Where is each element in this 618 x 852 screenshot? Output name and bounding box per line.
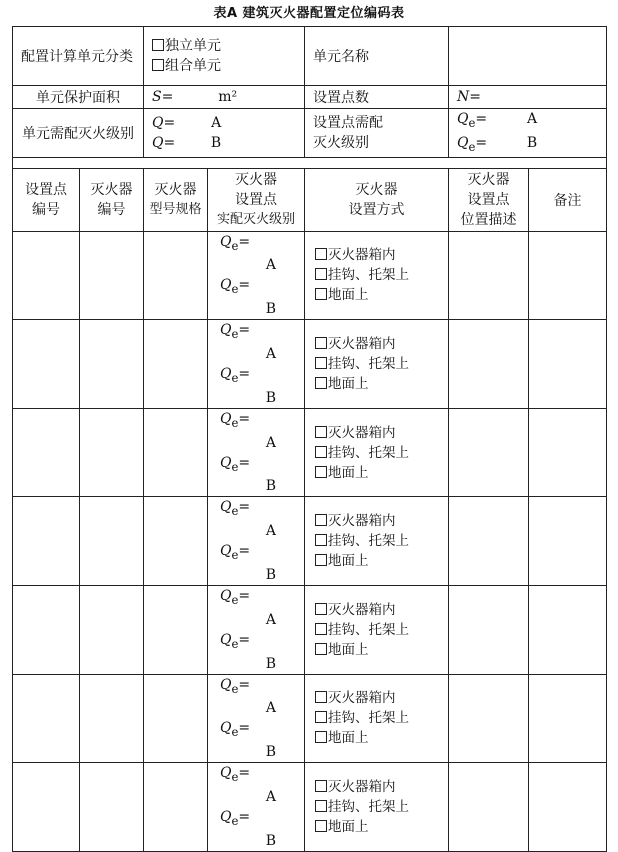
column-header-row	[13, 168, 607, 231]
section-divider	[13, 157, 607, 168]
header-model-spec: 灭火器 型号规格	[144, 168, 208, 231]
remark-cell[interactable]	[529, 231, 607, 320]
actual-level-cell[interactable]: $Q_e=A$ $Q_e=B$	[208, 231, 305, 320]
table-row	[13, 497, 607, 586]
header-location: 灭火器 设置点 位置描述	[449, 168, 529, 231]
model-spec-cell[interactable]	[144, 674, 208, 763]
checkbox-icon[interactable]	[315, 820, 327, 832]
point-number-cell[interactable]	[13, 320, 80, 409]
checkbox-icon[interactable]	[315, 514, 327, 526]
method-option-box[interactable]: 灭火器箱内	[315, 423, 448, 443]
count-label: 设置点数	[305, 86, 449, 109]
point-number-cell[interactable]	[13, 674, 80, 763]
method-option-ground[interactable]: 地面上	[315, 728, 448, 748]
checkbox-icon[interactable]	[315, 248, 327, 260]
remark-cell[interactable]	[529, 674, 607, 763]
actual-level-cell[interactable]: $Q_e=A$ $Q_e=B$	[208, 408, 305, 497]
model-spec-cell[interactable]	[144, 585, 208, 674]
method-option-ground[interactable]: 地面上	[315, 551, 448, 571]
location-desc-cell[interactable]	[449, 674, 529, 763]
checkbox-icon[interactable]	[315, 780, 327, 792]
header-method: 灭火器 设置方式	[305, 168, 449, 231]
extinguisher-number-cell[interactable]	[80, 674, 144, 763]
table-row	[13, 585, 607, 674]
checkbox-icon[interactable]	[152, 39, 164, 51]
actual-level-cell[interactable]: $Q_e=A$ $Q_e=B$	[208, 674, 305, 763]
method-option-hook[interactable]: 挂钩、托架上	[315, 620, 448, 640]
table-row	[13, 408, 607, 497]
location-desc-cell[interactable]	[449, 585, 529, 674]
header-actual-level: 灭火器 设置点 实配灭火级别	[208, 168, 305, 231]
checkbox-icon[interactable]	[315, 603, 327, 615]
model-spec-cell[interactable]	[144, 231, 208, 320]
method-cell	[305, 320, 449, 409]
method-option-box[interactable]: 灭火器箱内	[315, 688, 448, 708]
unit-name-value[interactable]	[449, 27, 607, 86]
method-option-box[interactable]: 灭火器箱内	[315, 600, 448, 620]
method-cell	[305, 585, 449, 674]
method-cell	[305, 674, 449, 763]
model-spec-cell[interactable]	[144, 408, 208, 497]
remark-cell[interactable]	[529, 408, 607, 497]
method-option-box[interactable]: 灭火器箱内	[315, 511, 448, 531]
method-option-hook[interactable]: 挂钩、托架上	[315, 354, 448, 374]
method-option-box[interactable]: 灭火器箱内	[315, 777, 448, 797]
point-number-cell[interactable]	[13, 408, 80, 497]
method-cell	[305, 497, 449, 586]
category-label: 配置计算单元分类	[13, 27, 144, 86]
extinguisher-number-cell[interactable]	[80, 320, 144, 409]
checkbox-icon[interactable]	[315, 534, 327, 546]
checkbox-icon[interactable]	[315, 446, 327, 458]
method-option-hook[interactable]: 挂钩、托架上	[315, 708, 448, 728]
method-option-ground[interactable]: 地面上	[315, 640, 448, 660]
method-option-hook[interactable]: 挂钩、托架上	[315, 443, 448, 463]
location-desc-cell[interactable]	[449, 320, 529, 409]
required-level-label: 单元需配灭火级别	[13, 109, 144, 158]
model-spec-cell[interactable]	[144, 320, 208, 409]
remark-cell[interactable]	[529, 585, 607, 674]
remark-cell[interactable]	[529, 497, 607, 586]
method-cell	[305, 408, 449, 497]
checkbox-icon[interactable]	[315, 357, 327, 369]
encoding-form	[12, 26, 606, 849]
method-option-ground[interactable]: 地面上	[315, 285, 448, 305]
category-options	[144, 27, 305, 86]
location-desc-cell[interactable]	[449, 231, 529, 320]
checkbox-icon[interactable]	[315, 466, 327, 478]
checkbox-icon[interactable]	[315, 643, 327, 655]
point-number-cell[interactable]	[13, 763, 80, 852]
method-option-ground[interactable]: 地面上	[315, 463, 448, 483]
checkbox-icon[interactable]	[315, 337, 327, 349]
form-table	[12, 26, 607, 852]
actual-level-cell[interactable]: $Q_e=A$ $Q_e=B$	[208, 497, 305, 586]
method-option-ground[interactable]: 地面上	[315, 817, 448, 837]
checkbox-icon[interactable]	[315, 731, 327, 743]
area-unit: m²	[218, 89, 238, 105]
checkbox-icon[interactable]	[315, 377, 327, 389]
checkbox-icon[interactable]	[315, 288, 327, 300]
point-number-cell[interactable]	[13, 231, 80, 320]
option-combined[interactable]: 组合单元	[152, 56, 304, 76]
actual-level-cell[interactable]: $Q_e=A$ $Q_e=B$	[208, 320, 305, 409]
checkbox-icon[interactable]	[152, 59, 164, 71]
extinguisher-number-cell[interactable]	[80, 763, 144, 852]
unit-name-label: 单元名称	[305, 27, 449, 86]
method-option-box[interactable]: 灭火器箱内	[315, 334, 448, 354]
option-independent[interactable]: 独立单元	[152, 36, 304, 56]
table-row	[13, 231, 607, 320]
table-title: 表A 建筑灭火器配置定位编码表	[213, 6, 405, 21]
model-spec-cell[interactable]	[144, 763, 208, 852]
extinguisher-number-cell[interactable]	[80, 585, 144, 674]
extinguisher-number-cell[interactable]	[80, 231, 144, 320]
checkbox-icon[interactable]	[315, 426, 327, 438]
location-desc-cell[interactable]	[449, 408, 529, 497]
checkbox-icon[interactable]	[315, 691, 327, 703]
point-required-value[interactable]: $Q_e= A$ $Q_e= B$	[449, 109, 607, 158]
header-extinguisher-number: 灭火器 编号	[80, 168, 144, 231]
count-value[interactable]: N=	[449, 86, 607, 109]
remark-cell[interactable]	[529, 763, 607, 852]
area-value[interactable]: S= m²	[144, 86, 305, 109]
checkbox-icon[interactable]	[315, 800, 327, 812]
checkbox-icon[interactable]	[315, 268, 327, 280]
location-desc-cell[interactable]	[449, 763, 529, 852]
table-row	[13, 320, 607, 409]
header-remark: 备注	[529, 168, 607, 231]
actual-level-cell[interactable]: $Q_e=A$ $Q_e=B$	[208, 763, 305, 852]
area-label: 单元保护面积	[13, 86, 144, 109]
header-point-number: 设置点 编号	[13, 168, 80, 231]
actual-level-cell[interactable]: $Q_e=A$ $Q_e=B$	[208, 585, 305, 674]
checkbox-icon[interactable]	[315, 554, 327, 566]
required-level-value[interactable]: Q= A Q= B	[144, 109, 305, 158]
method-cell	[305, 231, 449, 320]
method-cell	[305, 763, 449, 852]
method-option-hook[interactable]: 挂钩、托架上	[315, 797, 448, 817]
method-option-hook[interactable]: 挂钩、托架上	[315, 531, 448, 551]
method-option-ground[interactable]: 地面上	[315, 374, 448, 394]
point-number-cell[interactable]	[13, 497, 80, 586]
model-spec-cell[interactable]	[144, 497, 208, 586]
table-row	[13, 674, 607, 763]
extinguisher-number-cell[interactable]	[80, 408, 144, 497]
method-option-box[interactable]: 灭火器箱内	[315, 245, 448, 265]
checkbox-icon[interactable]	[315, 623, 327, 635]
table-row	[13, 763, 607, 852]
checkbox-icon[interactable]	[315, 711, 327, 723]
location-desc-cell[interactable]	[449, 497, 529, 586]
extinguisher-number-cell[interactable]	[80, 497, 144, 586]
remark-cell[interactable]	[529, 320, 607, 409]
point-required-label: 设置点需配 灭火级别	[305, 109, 449, 158]
point-number-cell[interactable]	[13, 585, 80, 674]
method-option-hook[interactable]: 挂钩、托架上	[315, 265, 448, 285]
